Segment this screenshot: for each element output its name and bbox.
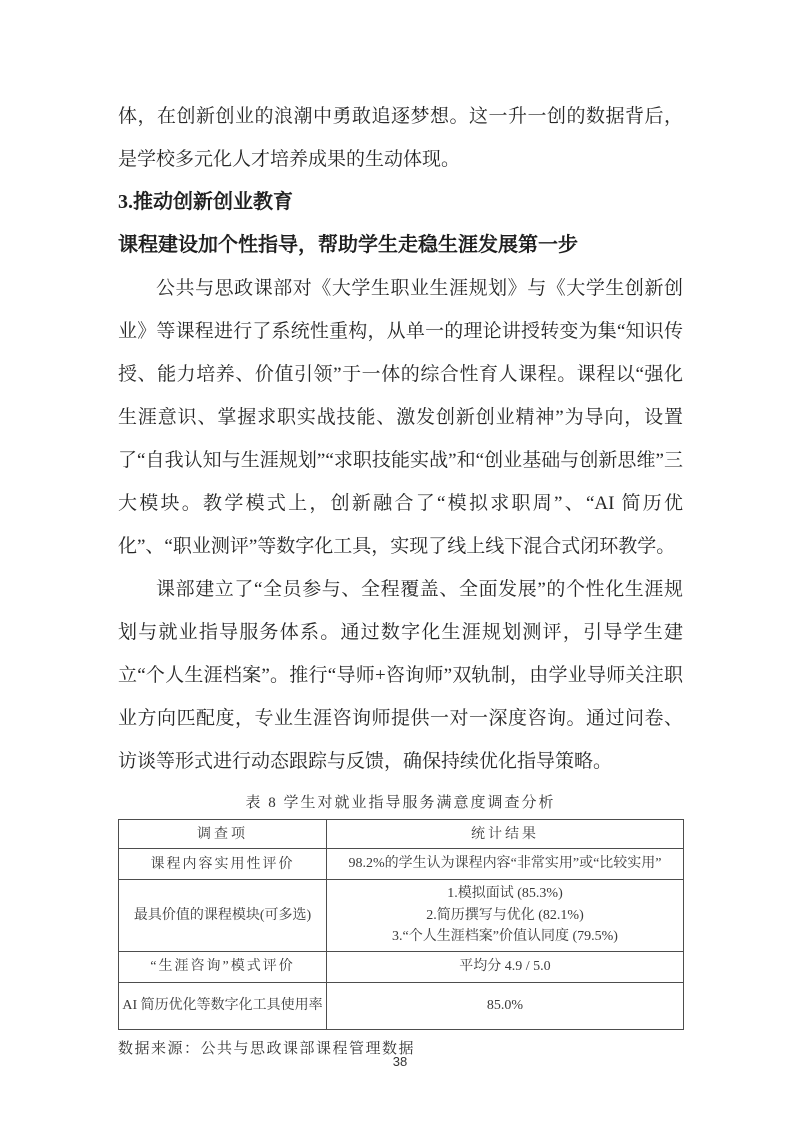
section-subheading: 课程建设加个性指导，帮助学生走稳生涯发展第一步	[118, 234, 578, 256]
section-heading: 3.推动创新创业教育	[118, 191, 293, 213]
paragraph-course-rebuild: 公共与思政课部对《大学生职业生涯规划》与《大学生创新创业》等课程进行了系统性重构，从单一的理论讲授转变为集“知识传授、能力培养、价值引领”于一体的综合性育人课程。课程以“强化生涯意识、掌握求职实战技能、激发创新创业精神”为导向，设置了“自我认知与生涯规划”“求职技能实战”和“创业基础与创新思维”三大模块。教学模式上，创新融合了“模拟求职周”、“AI 简历优化”、“职业测评”等数字化工具，实现了线上线下混合式闭环教学。	[118, 278, 683, 557]
table-row	[119, 849, 684, 880]
paragraph-career-guidance: 课部建立了“全员参与、全程覆盖、全面发展”的个性化生涯规划与就业指导服务体系。通过数字化生涯规划测评，引导学生建立“个人生涯档案”。推行“导师+咨询师”双轨制，由学业导师关注职业方向匹配度，专业生涯咨询师提供一对一深度咨询。通过问卷、访谈等形式进行动态跟踪与反馈，确保持续优化指导策略。	[118, 579, 683, 772]
table-caption: 表 8 学生对就业指导服务满意度调查分析	[245, 795, 556, 811]
survey-item-valuable-modules: 最具价值的课程模块(可多选)	[119, 880, 327, 952]
result-module-2: 2.简历撰写与优化 (82.1%)	[426, 907, 584, 923]
result-practicality: 98.2%的学生认为课程内容“非常实用”或“比较实用”	[348, 856, 662, 872]
column-header-statistic-result: 统计结果	[327, 820, 684, 849]
result-usage-rate: 85.0%	[486, 997, 524, 1013]
result-average-score: 平均分 4.9 / 5.0	[459, 958, 551, 974]
survey-results-table	[118, 819, 684, 1030]
page-content	[118, 95, 683, 1061]
survey-item-counseling-mode: “生涯咨询”模式评价	[119, 951, 327, 982]
column-header-survey-item: 调查项	[119, 820, 327, 849]
table-header-row	[119, 820, 684, 849]
data-source-note: 数据来源：公共与思政课部课程管理数据	[118, 1040, 416, 1057]
result-module-3: 3.“个人生涯档案”价值认同度 (79.5%)	[392, 929, 618, 944]
table-row	[119, 880, 684, 952]
paragraph-continuation: 体，在创新创业的浪潮中勇敢追逐梦想。这一升一创的数据背后，是学校多元化人才培养成果的生动体现。	[118, 106, 683, 170]
survey-item-digital-tools-usage: AI 简历优化等数字化工具使用率	[119, 982, 327, 1029]
page-number: 38	[392, 1054, 408, 1069]
survey-item-practicality: 课程内容实用性评价	[119, 849, 327, 880]
result-module-1: 1.模拟面试 (85.3%)	[447, 886, 563, 901]
table-row	[119, 951, 684, 982]
table-row	[119, 982, 684, 1029]
